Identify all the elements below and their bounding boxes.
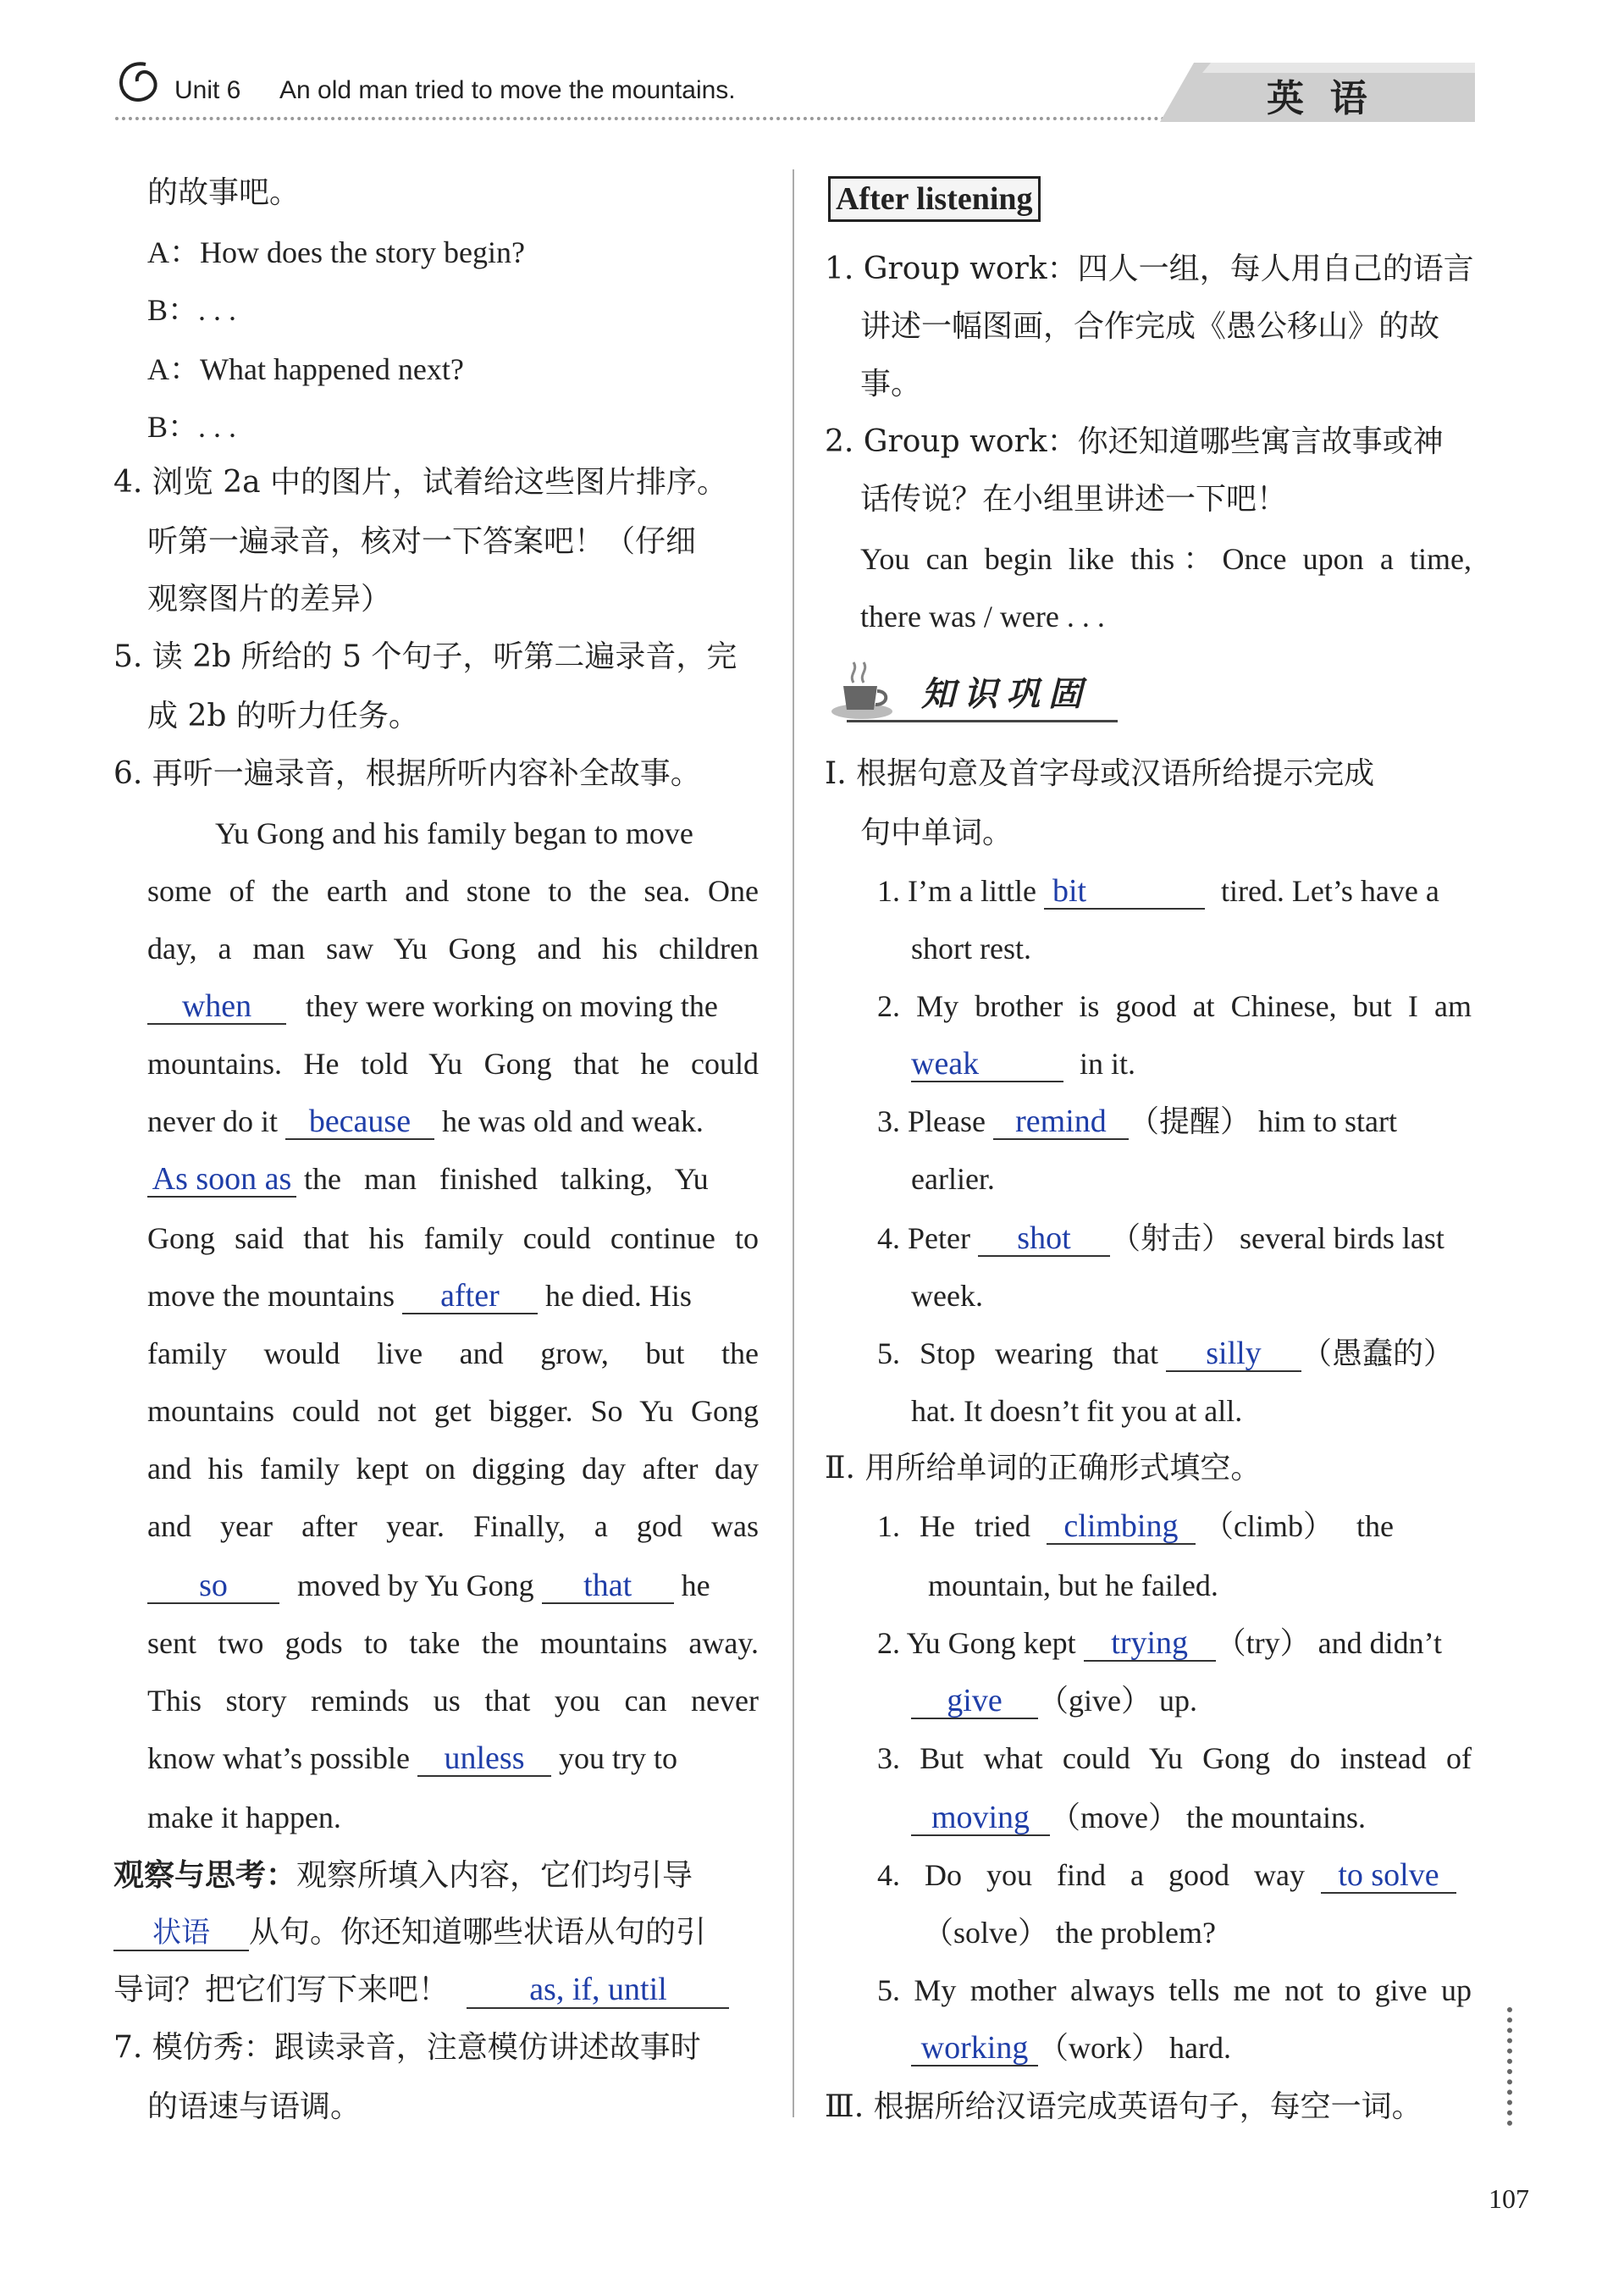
story-text-9a: move the mountains (147, 1279, 395, 1313)
ex3-text-b: （提醒） him to start (1128, 1104, 1397, 1138)
story-line-6 (147, 1103, 704, 1140)
blank-weak[interactable] (911, 1047, 1063, 1082)
story-line-1: Yu Gong and his family began to move (215, 816, 693, 850)
blank-when[interactable] (147, 989, 286, 1025)
blank-after[interactable] (402, 1279, 538, 1314)
observe-line-3 (113, 1972, 729, 2009)
answer-weak: weak (911, 1046, 980, 1082)
task-4-line-1: 4. 浏览 2a 中的图片，试着给这些图片排序。 (113, 465, 728, 500)
ex1-line-1 (877, 872, 1439, 910)
blank-zhuangyu[interactable] (113, 1916, 249, 1951)
group-2-line-1: 2. Group work：你还知道哪些寓言故事或神 (825, 424, 1444, 459)
dialog-b2: B：. . . (147, 410, 237, 444)
observe-line-2 (113, 1914, 706, 1951)
blank-connectives[interactable] (467, 1972, 729, 2009)
answer-climbing: climbing (1063, 1508, 1179, 1544)
observe-text-2: 从句。你还知道哪些状语从句的引 (249, 1915, 707, 1950)
ex5-text-b: （愚蠢的） (1301, 1336, 1454, 1370)
ex3-line-1 (877, 1103, 1397, 1140)
observe-text-1: 观察所填入内容，它们均引导 (296, 1858, 693, 1893)
story-text-7: the man finished talking, Yu (304, 1162, 709, 1196)
story-line-12: and his family kept on digging day after day (147, 1452, 759, 1486)
part-2-heading: Ⅱ. 用所给单词的正确形式填空。 (825, 1451, 1262, 1486)
task-5-line-2: 成 2b 的听力任务。 (147, 699, 419, 733)
ex4-text-a: 4. Peter (877, 1221, 970, 1255)
fill1-line-1 (877, 1508, 1394, 1545)
answer-shot: shot (1017, 1220, 1071, 1256)
ex4-line-2: week. (911, 1279, 983, 1313)
story-text-17b: you try to (559, 1741, 677, 1775)
unit-title: An old man tried to move the mountains. (279, 76, 736, 104)
fill2-line-1 (877, 1624, 1442, 1662)
ex5-line-2: hat. It doesn’t fit you at all. (911, 1394, 1243, 1428)
task-5-line-1: 5. 读 2b 所给的 5 个句子，听第二遍录音，完 (113, 639, 737, 674)
ex1-text-a: 1. I’m a little (877, 874, 1036, 908)
task-6-line: 6. 再听一遍录音，根据所听内容补全故事。 (113, 756, 701, 791)
answer-after: after (440, 1278, 500, 1314)
answer-connectives: as, if, until (529, 1972, 667, 2007)
blank-because[interactable] (285, 1104, 434, 1140)
blank-as-soon-as[interactable] (147, 1162, 296, 1198)
section-title: 知识巩固 (921, 674, 1091, 714)
story-line-9 (147, 1277, 692, 1314)
story-line-5: mountains. He told Yu Gong that he could (147, 1047, 759, 1081)
blank-that[interactable] (542, 1569, 674, 1604)
ex2-text-b: in it. (1080, 1047, 1136, 1081)
ex4-line-1 (877, 1220, 1444, 1257)
section-underline (847, 720, 1118, 722)
blank-silly[interactable] (1166, 1336, 1301, 1372)
answer-zhuangyu: 状语 (152, 1916, 210, 1950)
story-line-14 (147, 1567, 710, 1604)
answer-working: working (920, 2030, 1029, 2066)
blank-so[interactable] (147, 1569, 279, 1604)
ex1-line-2: short rest. (911, 932, 1031, 965)
part-1-line-1: Ⅰ. 根据句意及首字母或汉语所给提示完成 (825, 756, 1375, 791)
fill1-text-a: 1. He tried (877, 1509, 1030, 1543)
story-line-8: Gong said that his family could continue to (147, 1221, 759, 1255)
blank-bit[interactable] (1044, 874, 1205, 910)
answer-when: when (181, 988, 252, 1024)
group-2-line-3: You can begin like this：Once upon a time, (860, 542, 1472, 576)
after-listening-label: After listening (836, 181, 1033, 217)
fill5-line-2 (911, 2029, 1231, 2066)
story-text-14b: he (681, 1569, 710, 1602)
task-7-line-1: 7. 模仿秀：跟读录音，注意模仿讲述故事时 (113, 2030, 701, 2065)
ex2-line-1: 2. My brother is good at Chinese, but I am (877, 989, 1472, 1023)
answer-remind: remind (1015, 1104, 1107, 1139)
task-4-line-2: 听第一遍录音，核对一下答案吧！（仔细 (147, 524, 697, 559)
ex1-text-b: tired. Let’s have a (1220, 874, 1439, 908)
ex5-text-a: 5. Stop wearing that (877, 1336, 1158, 1370)
fill3-line-2 (911, 1799, 1366, 1836)
fill4-text-a: 4. Do you find a good way (877, 1858, 1305, 1892)
fill5-line-1: 5. My mother always tells me not to give up (877, 1973, 1472, 2007)
answer-so: so (199, 1568, 228, 1603)
story-line-3: day, a man saw Yu Gong and his children (147, 932, 759, 965)
blank-trying[interactable] (1084, 1626, 1216, 1662)
group-2-line-2: 话传说？在小组里讲述一下吧！ (860, 482, 1288, 517)
dialog-a1: A：How does the story begin? (147, 235, 525, 269)
group-1-line-3: 事。 (860, 367, 922, 401)
observe-line-1 (113, 1856, 693, 1895)
story-line-10: family would live and grow, but the (147, 1336, 759, 1370)
answer-to-solve: to solve (1338, 1857, 1439, 1893)
story-line-15: sent two gods to take the mountains away. (147, 1626, 759, 1660)
story-line-2: some of the earth and stone to the sea. One (147, 874, 759, 908)
answer-because: because (308, 1104, 412, 1139)
column-divider (793, 169, 794, 2117)
blank-remind[interactable] (993, 1104, 1129, 1140)
task-4-line-3: 观察图片的差异） (147, 582, 392, 617)
story-text-4: they were working on moving the (306, 989, 718, 1023)
fill1-text-b: （climb） the (1202, 1509, 1394, 1543)
fill3-text-b: （move） the mountains. (1050, 1801, 1366, 1834)
ex2-line-2 (911, 1045, 1135, 1082)
task-7-line-2: 的语速与语调。 (147, 2089, 362, 2124)
blank-give[interactable] (911, 1684, 1038, 1719)
dialog-a2: A：What happened next? (147, 352, 464, 386)
group-2-line-4: there was / were . . . (860, 600, 1105, 633)
answer-silly: silly (1206, 1336, 1262, 1371)
ex3-text-a: 3. Please (877, 1104, 986, 1138)
story-line-4 (147, 988, 718, 1025)
blank-working[interactable] (911, 2031, 1038, 2066)
answer-that: that (583, 1568, 632, 1603)
fill2-text-b: （try） and didn’t (1215, 1626, 1442, 1660)
subject-label: 英 语 (1267, 77, 1367, 120)
fill5-text-b: （work） hard. (1038, 2031, 1231, 2065)
observe-text-3: 导词？把它们写下来吧！ (113, 1972, 450, 2007)
blank-climbing[interactable] (1047, 1509, 1196, 1545)
blank-shot[interactable] (978, 1221, 1110, 1257)
answer-give: give (947, 1683, 1003, 1718)
story-text-6b: he was old and weak. (441, 1104, 704, 1138)
answer-bit: bit (1052, 873, 1087, 909)
story-line-11: mountains could not get bigger. So Yu Gong (147, 1394, 759, 1428)
observe-label: 观察与思考： (113, 1857, 297, 1893)
answer-unless: unless (444, 1740, 525, 1776)
story-text-6a: never do it (147, 1104, 278, 1138)
coffee-cup-icon (828, 661, 898, 723)
blank-unless[interactable] (417, 1741, 551, 1777)
answer-trying: trying (1111, 1625, 1189, 1661)
left-line-1: 的故事吧。 (147, 175, 301, 210)
ex3-line-2: earlier. (911, 1162, 995, 1196)
part-3-heading: Ⅲ. 根据所给汉语完成英语句子，每空一词。 (825, 2089, 1422, 2124)
story-line-7 (147, 1160, 709, 1198)
fill4-line-1 (877, 1856, 1456, 1894)
story-text-14a: moved by Yu Gong (297, 1569, 534, 1602)
margin-dots (1507, 2007, 1512, 2126)
fill2-text-a: 2. Yu Gong kept (877, 1626, 1076, 1660)
group-1-line-2: 讲述一幅图画，合作完成《愚公移山》的故 (860, 309, 1440, 344)
story-line-13: and year after year. Finally, a god was (147, 1509, 759, 1543)
part-1-line-2: 句中单词。 (860, 816, 1014, 850)
group-1-line-1: 1. Group work：四人一组，每人用自己的语言 (825, 252, 1474, 286)
fill3-line-1: 3. But what could Yu Gong do instead of (877, 1741, 1472, 1775)
fill2-text-c: （give） up. (1038, 1684, 1197, 1718)
blank-to-solve[interactable] (1321, 1858, 1456, 1894)
fill1-line-2: mountain, but he failed. (928, 1569, 1218, 1602)
story-text-9b: he died. His (544, 1279, 692, 1313)
dialog-b1: B：. . . (147, 293, 237, 327)
unit-label: Unit 6 (174, 76, 241, 104)
blank-moving[interactable] (911, 1801, 1050, 1836)
ex4-text-b: （射击） several birds last (1109, 1221, 1444, 1255)
answer-as-soon-as: As soon as (152, 1161, 292, 1197)
answer-moving: moving (931, 1800, 1030, 1835)
fill4-line-2: （solve） the problem? (923, 1916, 1216, 1950)
fill2-line-2 (911, 1682, 1197, 1719)
unit-swirl-icon (112, 56, 173, 110)
story-line-17 (147, 1740, 677, 1777)
story-line-18: make it happen. (147, 1801, 341, 1834)
story-text-17a: know what’s possible (147, 1741, 410, 1775)
after-listening-box (828, 176, 1041, 222)
ex5-line-1 (877, 1335, 1454, 1372)
story-line-16: This story reminds us that you can never (147, 1684, 759, 1718)
page-number: 107 (1489, 2183, 1529, 2214)
